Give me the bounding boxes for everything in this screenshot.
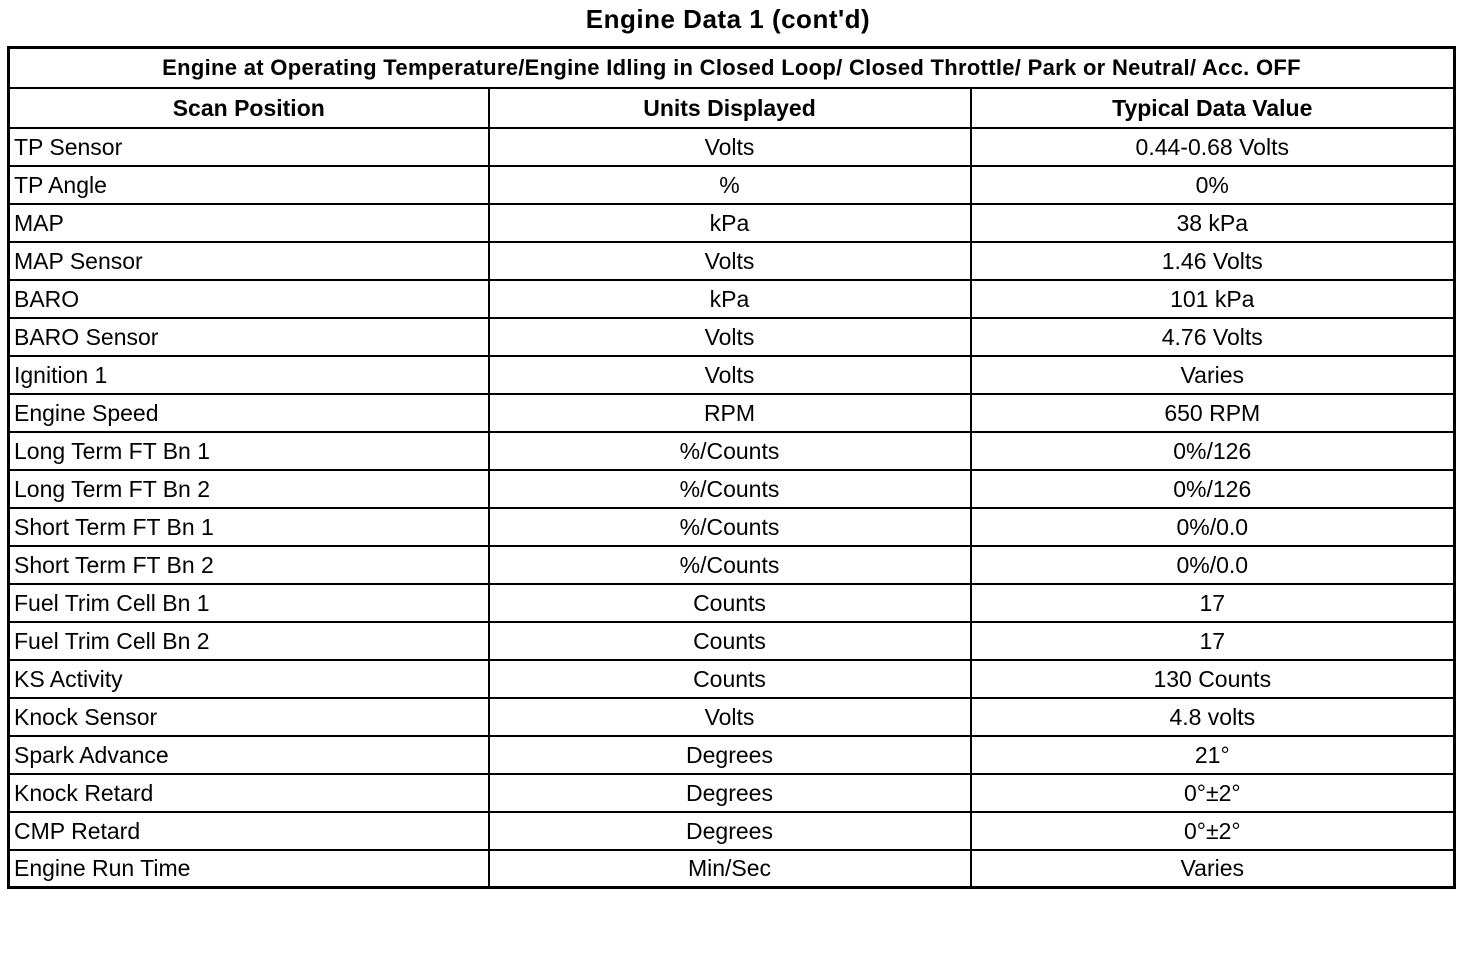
table-row — [9, 508, 1455, 546]
units-cell: Volts — [489, 242, 971, 280]
scan-position-cell: Fuel Trim Cell Bn 2 — [9, 622, 489, 660]
units-cell: Volts — [489, 318, 971, 356]
typical-value-cell: 0%/126 — [971, 470, 1455, 508]
scan-position-cell: BARO — [9, 280, 489, 318]
units-cell: %/Counts — [489, 508, 971, 546]
units-cell: Counts — [489, 584, 971, 622]
table-row — [9, 584, 1455, 622]
typical-value-cell: 1.46 Volts — [971, 242, 1455, 280]
scan-position-cell: Long Term FT Bn 2 — [9, 470, 489, 508]
typical-value-header: Typical Data Value — [971, 88, 1455, 128]
typical-value-cell: 0% — [971, 166, 1455, 204]
table-row — [9, 318, 1455, 356]
typical-value-cell: 4.76 Volts — [971, 318, 1455, 356]
condition-row — [9, 48, 1455, 88]
scan-position-cell: Long Term FT Bn 1 — [9, 432, 489, 470]
units-cell: Counts — [489, 660, 971, 698]
units-cell: Volts — [489, 698, 971, 736]
typical-value-cell: 4.8 volts — [971, 698, 1455, 736]
units-cell: Degrees — [489, 774, 971, 812]
table-row — [9, 204, 1455, 242]
table-row — [9, 280, 1455, 318]
column-header-row — [9, 88, 1455, 128]
scan-position-cell: MAP — [9, 204, 489, 242]
table-body — [9, 128, 1455, 888]
table-row — [9, 774, 1455, 812]
units-cell: % — [489, 166, 971, 204]
typical-value-cell: 130 Counts — [971, 660, 1455, 698]
units-cell: %/Counts — [489, 470, 971, 508]
scan-position-cell: TP Angle — [9, 166, 489, 204]
typical-value-cell: 0°±2° — [971, 774, 1455, 812]
scan-position-cell: Fuel Trim Cell Bn 1 — [9, 584, 489, 622]
scan-position-cell: MAP Sensor — [9, 242, 489, 280]
units-cell: Volts — [489, 128, 971, 166]
scan-position-header: Scan Position — [9, 88, 489, 128]
table-row — [9, 698, 1455, 736]
typical-value-cell: Varies — [971, 356, 1455, 394]
units-displayed-header: Units Displayed — [489, 88, 971, 128]
table-row — [9, 394, 1455, 432]
scan-position-cell: BARO Sensor — [9, 318, 489, 356]
units-cell: kPa — [489, 204, 971, 242]
table-row — [9, 432, 1455, 470]
units-cell: Degrees — [489, 812, 971, 850]
typical-value-cell: 0.44-0.68 Volts — [971, 128, 1455, 166]
engine-data-table — [7, 46, 1456, 889]
table-row — [9, 736, 1455, 774]
typical-value-cell: 38 kPa — [971, 204, 1455, 242]
scan-position-cell: Short Term FT Bn 2 — [9, 546, 489, 584]
scan-position-cell: Knock Sensor — [9, 698, 489, 736]
scan-position-cell: TP Sensor — [9, 128, 489, 166]
table-row — [9, 546, 1455, 584]
units-cell: %/Counts — [489, 546, 971, 584]
table-row — [9, 812, 1455, 850]
typical-value-cell: 0%/0.0 — [971, 546, 1455, 584]
table-row — [9, 660, 1455, 698]
typical-value-cell: 101 kPa — [971, 280, 1455, 318]
table-row — [9, 242, 1455, 280]
table-row — [9, 166, 1455, 204]
units-cell: kPa — [489, 280, 971, 318]
scan-position-cell: Engine Speed — [9, 394, 489, 432]
condition-header: Engine at Operating Temperature/Engine Idling in Closed Loop/ Closed Throttle/ Park or Neutral/ Acc. OFF — [9, 48, 1455, 88]
units-cell: Degrees — [489, 736, 971, 774]
scan-position-cell: Spark Advance — [9, 736, 489, 774]
typical-value-cell: 0%/0.0 — [971, 508, 1455, 546]
scan-position-cell: Engine Run Time — [9, 850, 489, 888]
units-cell: %/Counts — [489, 432, 971, 470]
typical-value-cell: 17 — [971, 584, 1455, 622]
typical-value-cell: 650 RPM — [971, 394, 1455, 432]
units-cell: Counts — [489, 622, 971, 660]
typical-value-cell: 0°±2° — [971, 812, 1455, 850]
scan-position-cell: CMP Retard — [9, 812, 489, 850]
table-row — [9, 850, 1455, 888]
typical-value-cell: Varies — [971, 850, 1455, 888]
page-title: Engine Data 1 (cont'd) — [585, 4, 871, 34]
typical-value-cell: 21° — [971, 736, 1455, 774]
units-cell: Volts — [489, 356, 971, 394]
typical-value-cell: 0%/126 — [971, 432, 1455, 470]
table-row — [9, 622, 1455, 660]
scan-position-cell: Short Term FT Bn 1 — [9, 508, 489, 546]
table-row — [9, 470, 1455, 508]
units-cell: RPM — [489, 394, 971, 432]
table-row — [9, 128, 1455, 166]
scan-position-cell: KS Activity — [9, 660, 489, 698]
units-cell: Min/Sec — [489, 850, 971, 888]
table-row — [9, 356, 1455, 394]
scan-position-cell: Knock Retard — [9, 774, 489, 812]
scan-position-cell: Ignition 1 — [9, 356, 489, 394]
typical-value-cell: 17 — [971, 622, 1455, 660]
